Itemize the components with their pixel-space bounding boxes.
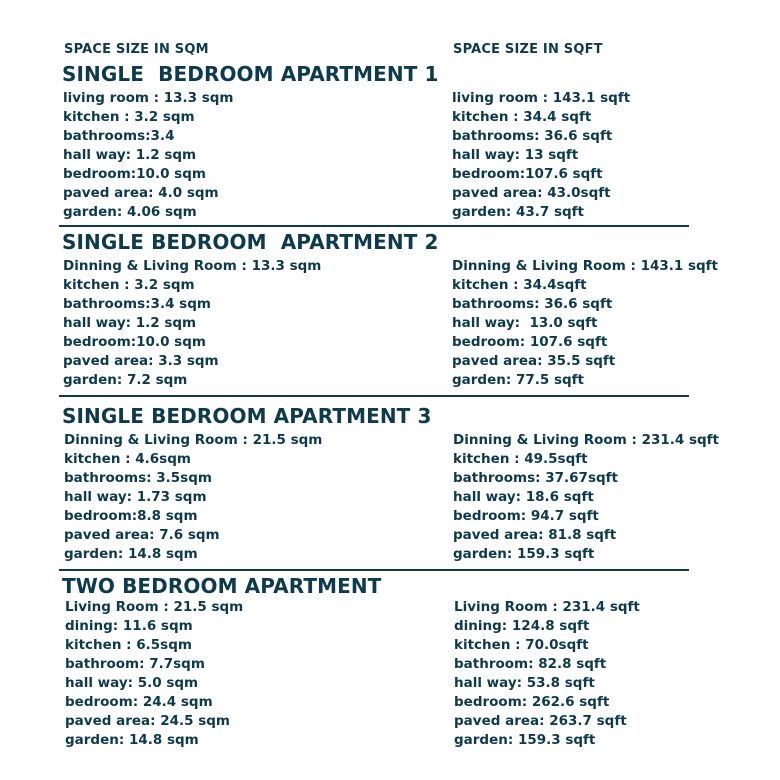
sqm-item: hall way: 1.2 sqm [63,315,197,331]
sqm-item: paved area: 3.3 sqm [63,353,219,369]
sqft-item: hall way: 13.0 sqft [452,315,598,331]
sqft-list [452,257,718,390]
sqft-item: hall way: 18.6 sqft [453,489,594,505]
sqm-item: paved area: 4.0 sqm [63,185,219,201]
sqft-item: kitchen : 34.4sqft [452,277,587,293]
sqm-item: garden: 14.8 sqm [65,732,199,748]
section-title: SINGLE BEDROOM APARTMENT 3 [62,404,432,428]
sqm-column-header: SPACE SIZE IN SQM [64,42,209,57]
sqft-item: kitchen : 34.4 sqft [452,109,592,125]
sqm-item: kitchen : 3.2 sqm [63,109,195,125]
section-divider [59,225,689,227]
sqm-item: hall way: 5.0 sqm [65,675,199,691]
sqm-list [64,431,322,564]
sqft-item: bathroom: 82.8 sqft [454,656,607,672]
sqm-item: garden: 14.8 sqm [64,546,198,562]
sqm-item: bedroom:8.8 sqm [64,508,198,524]
sqm-item: kitchen : 3.2 sqm [63,277,195,293]
sqft-item: living room : 143.1 sqft [452,90,631,106]
sqft-item: bathrooms: 36.6 sqft [452,296,613,312]
sqft-item: kitchen : 49.5sqft [453,451,588,467]
section-divider [59,395,689,397]
sqft-list [453,431,719,564]
sqm-list [63,89,234,222]
sqm-item: bathrooms:3.4 [63,128,175,144]
sqm-item: paved area: 24.5 sqm [65,713,230,729]
sqft-list [454,598,640,750]
sqm-item: hall way: 1.2 sqm [63,147,197,163]
sqm-item: bathrooms: 3.5sqm [64,470,212,486]
sqft-item: dining: 124.8 sqft [454,618,590,634]
sqft-item: bedroom: 107.6 sqft [452,334,608,350]
section-divider [59,569,689,571]
sqm-item: garden: 7.2 sqm [63,372,188,388]
sqft-item: Living Room : 231.4 sqft [454,599,640,615]
section-title: TWO BEDROOM APARTMENT [62,574,382,598]
sqft-item: hall way: 53.8 sqft [454,675,595,691]
sqm-item: bedroom:10.0 sqm [63,166,206,182]
sqm-item: garden: 4.06 sqm [63,204,197,220]
sqft-item: Dinning & Living Room : 231.4 sqft [453,432,719,448]
sqft-item: Dinning & Living Room : 143.1 sqft [452,258,718,274]
sqm-list [63,257,321,390]
sqm-item: living room : 13.3 sqm [63,90,234,106]
sqft-item: bedroom: 94.7 sqft [453,508,599,524]
sqm-item: bedroom: 24.4 sqm [65,694,213,710]
sqft-item: bathrooms: 36.6 sqft [452,128,613,144]
sqm-item: kitchen : 4.6sqm [64,451,191,467]
sqm-item: paved area: 7.6 sqm [64,527,220,543]
sqft-item: garden: 159.3 sqft [454,732,596,748]
sqm-item: bathroom: 7.7sqm [65,656,205,672]
sqm-list [65,598,243,750]
sqm-item: Dinning & Living Room : 21.5 sqm [64,432,323,448]
sqft-item: paved area: 35.5 sqft [452,353,616,369]
sqft-item: paved area: 263.7 sqft [454,713,627,729]
sqft-item: bedroom:107.6 sqft [452,166,603,182]
sqft-list [452,89,630,222]
sqft-item: bathrooms: 37.67sqft [453,470,618,486]
sqm-item: Living Room : 21.5 sqm [65,599,244,615]
sqm-item: kitchen : 6.5sqm [65,637,192,653]
sqft-item: hall way: 13 sqft [452,147,579,163]
sqft-item: kitchen : 70.0sqft [454,637,589,653]
sqft-item: garden: 159.3 sqft [453,546,595,562]
sqm-item: bathrooms:3.4 sqm [63,296,211,312]
sqm-item: Dinning & Living Room : 13.3 sqm [63,258,322,274]
sqm-item: bedroom:10.0 sqm [63,334,206,350]
sqm-item: dining: 11.6 sqm [65,618,193,634]
section-title: SINGLE BEDROOM APARTMENT 2 [62,230,439,254]
sqft-item: bedroom: 262.6 sqft [454,694,610,710]
sqm-item: hall way: 1.73 sqm [64,489,207,505]
sqft-column-header: SPACE SIZE IN SQFT [453,42,603,57]
sqft-item: garden: 77.5 sqft [452,372,584,388]
section-title: SINGLE BEDROOM APARTMENT 1 [62,62,439,86]
sqft-item: paved area: 43.0sqft [452,185,611,201]
sqft-item: garden: 43.7 sqft [452,204,584,220]
sqft-item: paved area: 81.8 sqft [453,527,617,543]
